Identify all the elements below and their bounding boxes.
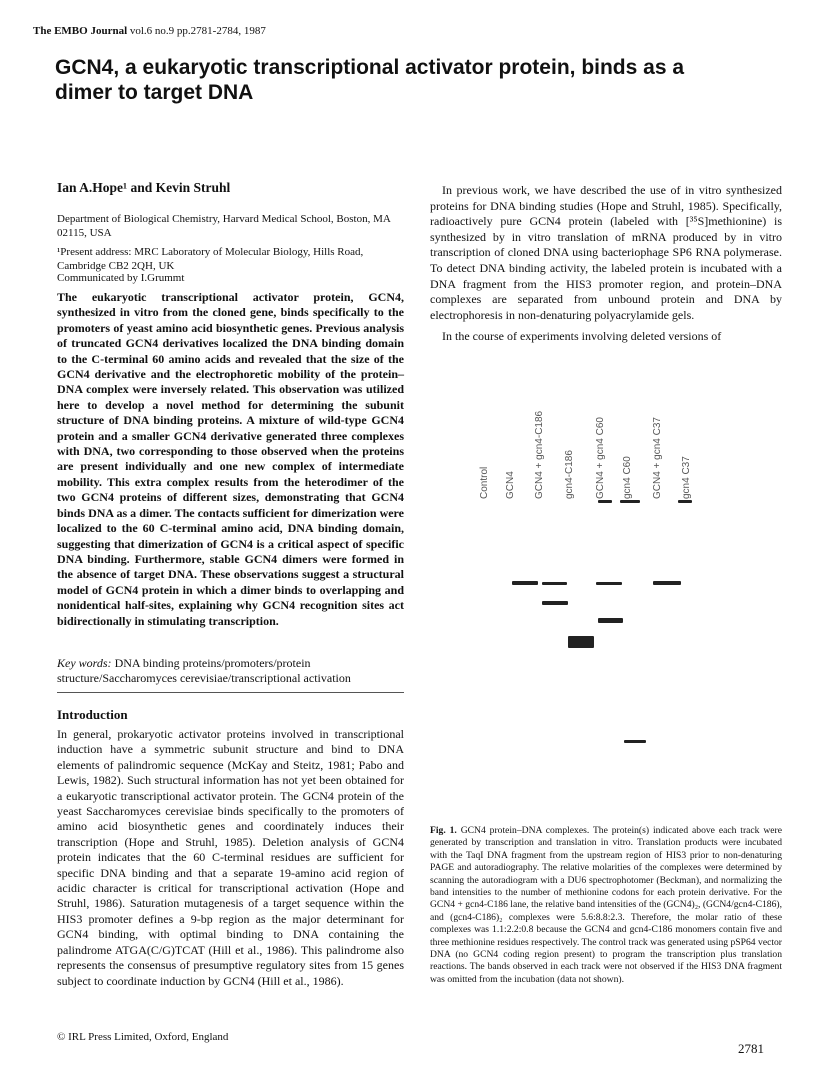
- keywords-text: DNA binding proteins/promoters/protein structure/Saccharomyces cerevisiae/transcriptional activation: [57, 656, 351, 686]
- lane-label: gcn4 C60: [622, 456, 633, 499]
- lane-label: GCN4: [505, 471, 516, 499]
- lane-label: gcn4-C186: [564, 450, 575, 499]
- right-column: [430, 183, 782, 351]
- gel-figure: [470, 380, 720, 780]
- gel-band: [542, 582, 567, 585]
- gel-band: [512, 581, 538, 585]
- abstract: The eukaryotic transcriptional activator protein, GCN4, synthesized in vitro from the cloned gene, binds specifically to the promoters of yeast amino acid biosynthetic genes. Previous analysis of truncated GCN4 derivatives localized the DNA binding domain to the C-terminal 60 amino acids and revealed that the size of the GCN4 derivative and the electrophoretic mobility of the protein–DNA complex were inversely related. This observation was utilized here to develop a novel method for determining the subunit structure of DNA binding proteins. A mixture of wild-type GCN4 protein and a smaller GCN4 derivative generated three complexes with DNA, two corresponding to those observed when the proteins are present individually and one new complex of intermediate mobility. This extra complex results from the heterodimer of the two GCN4 proteins of different sizes, demonstrating that GCN4 binds DNA as a dimer. The contacts sufficient for dimerization were localized to the 60 C-terminal amino acid, DNA binding domain, suggesting that dimerization of GCN4 is a critical aspect of specific DNA binding. Furthermore, stable GCN4 dimers were formed in the absence of target DNA. These observations suggest a structural model of GCN4 protein in which a dimer binds to overlapping and nonidentical half-sites, explaining why GCN4 recognition sites act bidirectionally in stimulating transcription.: [57, 290, 404, 628]
- intro-text: In general, prokaryotic activator proteins involved in transcriptional induction have a symmetric subunit structure and bind to DNA elements of palindromic sequence (McKay and Steitz, 1981; Pabo and Lewis, 1982). Such structural information has not yet been obtained for a eukaryotic transcriptional activator protein. The GCN4 protein of the yeast Saccharomyces cerevisiae binds specifically to the promoters of amino acid biosynthetic genes and coordinately induces their transcription (Hope and Struhl, 1985). Deletion analysis of GCN4 protein indicates that the 60 C-terminal residues are sufficient for specific DNA binding and that a separate 19-amino acid region of acidic character is critical for transcriptional activation (Hope and Struhl, 1986). Saturation mutagenesis of a target sequence within the HIS3 promoter defines a 9-bp region as the major determinant for GCN4 binding, with optimal binding to DNA containing the palindrome ATGA(C/G)TCAT (Hill et al., 1986). This palindrome also represents the consensus of presumptive regulatory sites from 15 genes subject to coordinate induction by GCN4 (Hill et al., 1986).: [57, 727, 404, 988]
- gel-well-band: [678, 500, 692, 503]
- lane-label: GCN4 + gcn4 C37: [652, 417, 663, 499]
- authors: Ian A.Hope¹ and Kevin Struhl: [57, 180, 231, 195]
- gel-well-band: [598, 500, 612, 503]
- gel-well-band: [620, 500, 640, 503]
- journal-header: [33, 25, 266, 37]
- page-number: 2781: [738, 1041, 764, 1056]
- paragraph: In previous work, we have described the use of in vitro synthesized proteins for DNA binding studies (Hope and Struhl, 1985). Specifically, radioactively pure GCN4 protein (labeled with [³⁵S]methionine) is synthesized by in vitro translation of mRNA produced by in vitro transcription of cloned DNA using bacteriophage SP6 RNA polymerase. To detect DNA binding activity, the labeled protein is incubated with a DNA fragment from the HIS3 promoter region, and protein–DNA complexes are separated from unbound protein and DNA by electrophoresis in non-denaturing polyacrylamide gels.: [430, 183, 782, 322]
- gel-band: [624, 740, 646, 743]
- keywords: [57, 656, 404, 687]
- gel-band: [598, 618, 623, 623]
- gel-band: [653, 581, 681, 585]
- keywords-label: Key words:: [57, 656, 112, 670]
- gel-band: [568, 636, 594, 648]
- affiliation: Department of Biological Chemistry, Harvard Medical School, Boston, MA 02115, USA: [57, 213, 391, 239]
- figure-caption: [430, 825, 782, 986]
- lane-label: GCN4 + gcn4 C60: [595, 417, 606, 499]
- article-title: GCN4, a eukaryotic transcriptional activator protein, binds as a dimer to target DNA: [55, 56, 685, 104]
- intro-heading: Introduction: [57, 707, 128, 722]
- lane-label: gcn4 C37: [681, 456, 692, 499]
- caption-label: Fig. 1.: [430, 825, 457, 836]
- communicated-by: Communicated by I.Grummt: [57, 272, 185, 284]
- lane-label: GCN4 + gcn4-C186: [534, 410, 545, 499]
- lane-label: Control: [479, 466, 490, 499]
- journal-name: The EMBO Journal: [33, 25, 128, 37]
- section-divider: [57, 692, 404, 693]
- paragraph: In the course of experiments involving deleted versions of: [442, 329, 722, 344]
- gel-band: [596, 582, 622, 585]
- copyright: © IRL Press Limited, Oxford, England: [57, 1031, 229, 1043]
- caption-text: GCN4 protein–DNA complexes. The protein(s) indicated above each track were generated by transcription and translation in vitro. Translation products were incubated with the TaqI DNA fragment from the upstream region of HIS3 prior to non-denaturing PAGE and autoradiography. The relative molarities of the complexes were determined by scanning the autoradiogram with a DU6 spectrophotomer (Beckman), and normalizing the band intensities to the number of methionine codons for each protein derivative. For the GCN4 + gcn4-C186 lane, the relative band intensities of the (GCN4)₂, (GCN4/gcn4-C186), and (gcn4-C186)₂ complexes were 5.6:8.8:2.3. Therefore, the molar ratio of these complexes was 1.1:2.2:0.8 because the GCN4 and gcn4-C186 monomers contain five and three methionine residues respectively. The control track was generated using pSP64 vector DNA (no GCN4 coding region present) to program the transcription plus translation reactions. The bands observed in each track were not observed if the HIS3 DNA fragment was omitted from the incubation (data not shown).: [430, 825, 782, 985]
- present-address: ¹Present address: MRC Laboratory of Molecular Biology, Hills Road, Cambridge CB2 2QH, UK: [57, 246, 364, 272]
- gel-band: [542, 601, 568, 605]
- journal-citation: vol.6 no.9 pp.2781-2784, 1987: [127, 25, 266, 37]
